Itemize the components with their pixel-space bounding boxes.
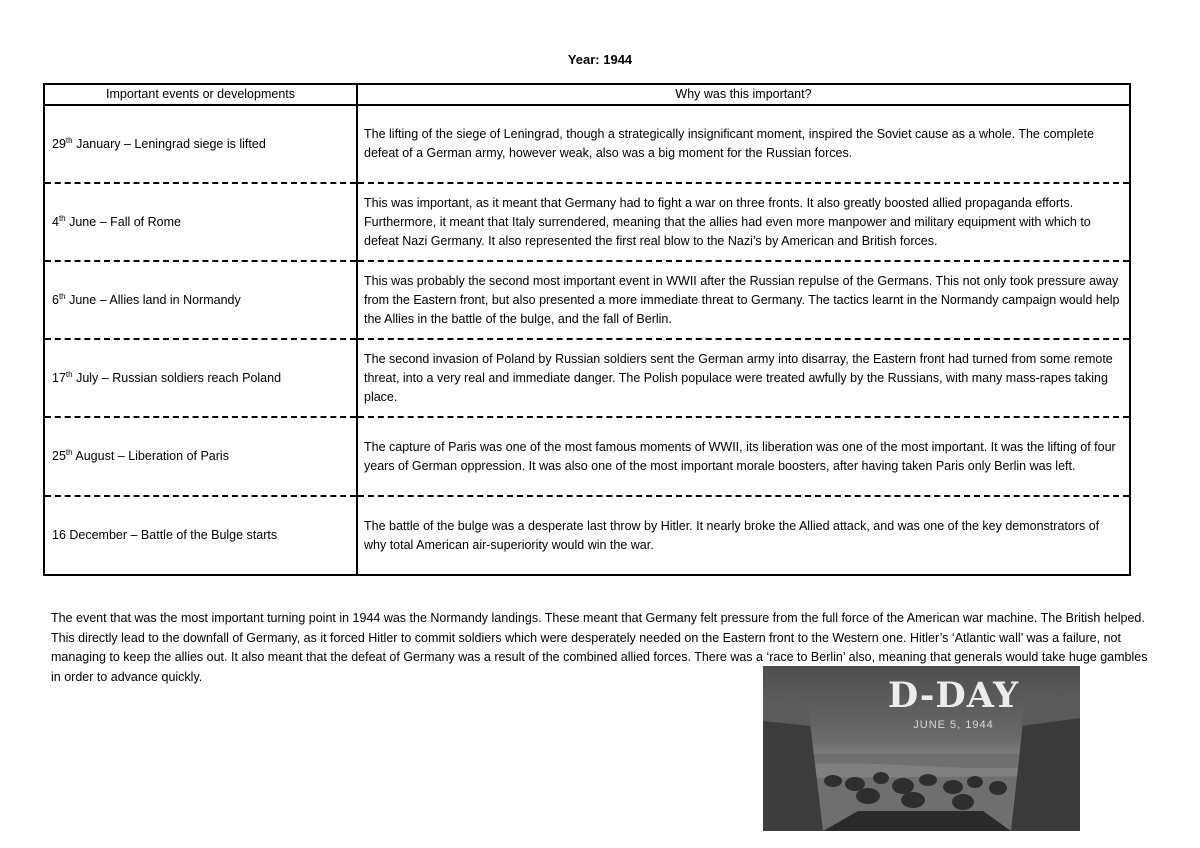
table-row: [44, 339, 1130, 417]
table-row: [44, 183, 1130, 261]
events-table: [43, 83, 1131, 576]
event-day-suffix: th: [65, 447, 73, 457]
event-text: January – Leningrad siege is lifted: [76, 136, 266, 151]
dday-title: D-DAY: [887, 675, 1020, 716]
event-day-suffix: th: [65, 369, 73, 379]
table-row: [44, 261, 1130, 339]
event-cell: [44, 261, 357, 339]
table-row: [44, 417, 1130, 496]
importance-cell: The lifting of the siege of Leningrad, though a strategically insignificant moment, inspired the Soviet cause as a whole. The complete defeat of a German army, however weak, also was a big moment for the Russian forces.: [357, 105, 1130, 183]
header-events: Important events or developments: [44, 84, 357, 105]
event-text: 16 December – Battle of the Bulge starts: [52, 528, 278, 542]
table-row: [44, 496, 1130, 575]
dday-date: JUNE 5, 1944: [913, 719, 994, 731]
table-row: [44, 105, 1130, 183]
importance-cell: The capture of Paris was one of the most famous moments of WWII, its liberation was one of the most important. It was the lifting of four years of German oppression. It was also one of the most important morale boosters, after having taken Paris only Berlin was left.: [357, 417, 1130, 496]
event-day: 17: [52, 370, 66, 385]
event-text: August – Liberation of Paris: [75, 449, 229, 463]
event-text: June – Fall of Rome: [69, 214, 181, 229]
event-cell: [44, 183, 357, 261]
event-cell: [44, 339, 357, 417]
importance-cell: The battle of the bulge was a desperate last throw by Hitler. It nearly broke the Allied attack, and was one of the key demonstrators of why total American air-superiority would win the war.: [357, 496, 1130, 575]
summary-paragraph: The event that was the most important turning point in 1944 was the Normandy landings. These meant that Germany felt pressure from the full force of the American war machine. The British helped. This directly lead to the downfall of Germany, as it forced Hitler to commit soldiers which were desperately needed on the Eastern front to the Western one. Hitler’s ‘Atlantic wall’ was a failure, not managing to keep the allies out. It also meant that the defeat of Germany was a result of the combined allied forces. There was a ‘race to Berlin’ also, meaning that generals would take huge gambles in order to advance quickly.: [51, 611, 1148, 684]
event-day: 6: [52, 292, 59, 307]
importance-cell: This was probably the second most important event in WWII after the Russian repulse of the Germans. This not only took pressure away from the Eastern front, but also presented a more immediate threat to Germany. The tactics learnt in the Normandy campaign would help the Allies in the battle of the bulge, and the fall of Berlin.: [357, 261, 1130, 339]
event-day-suffix: th: [65, 135, 73, 145]
event-day: 25: [52, 449, 66, 463]
header-importance: Why was this important?: [357, 84, 1130, 105]
event-text: July – Russian soldiers reach Poland: [76, 370, 282, 385]
page-title: Year: 1944: [567, 52, 633, 67]
event-day: 29: [52, 136, 66, 151]
event-day-suffix: th: [58, 291, 66, 301]
dday-photo: [763, 666, 1080, 831]
event-day: 4: [52, 214, 59, 229]
event-day-suffix: th: [58, 213, 66, 223]
event-cell: [44, 105, 357, 183]
event-text: June – Allies land in Normandy: [69, 292, 241, 307]
event-cell: [44, 417, 357, 496]
importance-cell: This was important, as it meant that Germany had to fight a war on three fronts. It also greatly boosted allied propaganda efforts. Furthermore, it meant that Italy surrendered, meaning that the allies had even more manpower and military equipment with which to defeat Nazi Germany. It also represented the first real blow to the Nazi’s by American and British forces.: [357, 183, 1130, 261]
importance-cell: The second invasion of Poland by Russian soldiers sent the German army into disarray, the Eastern front had turned from some remote threat, into a very real and immediate danger. The Polish populace were treated awfully by the Russians, with many mass-rapes taking place.: [357, 339, 1130, 417]
event-cell: [44, 496, 357, 575]
table-header-row: [44, 84, 1130, 105]
